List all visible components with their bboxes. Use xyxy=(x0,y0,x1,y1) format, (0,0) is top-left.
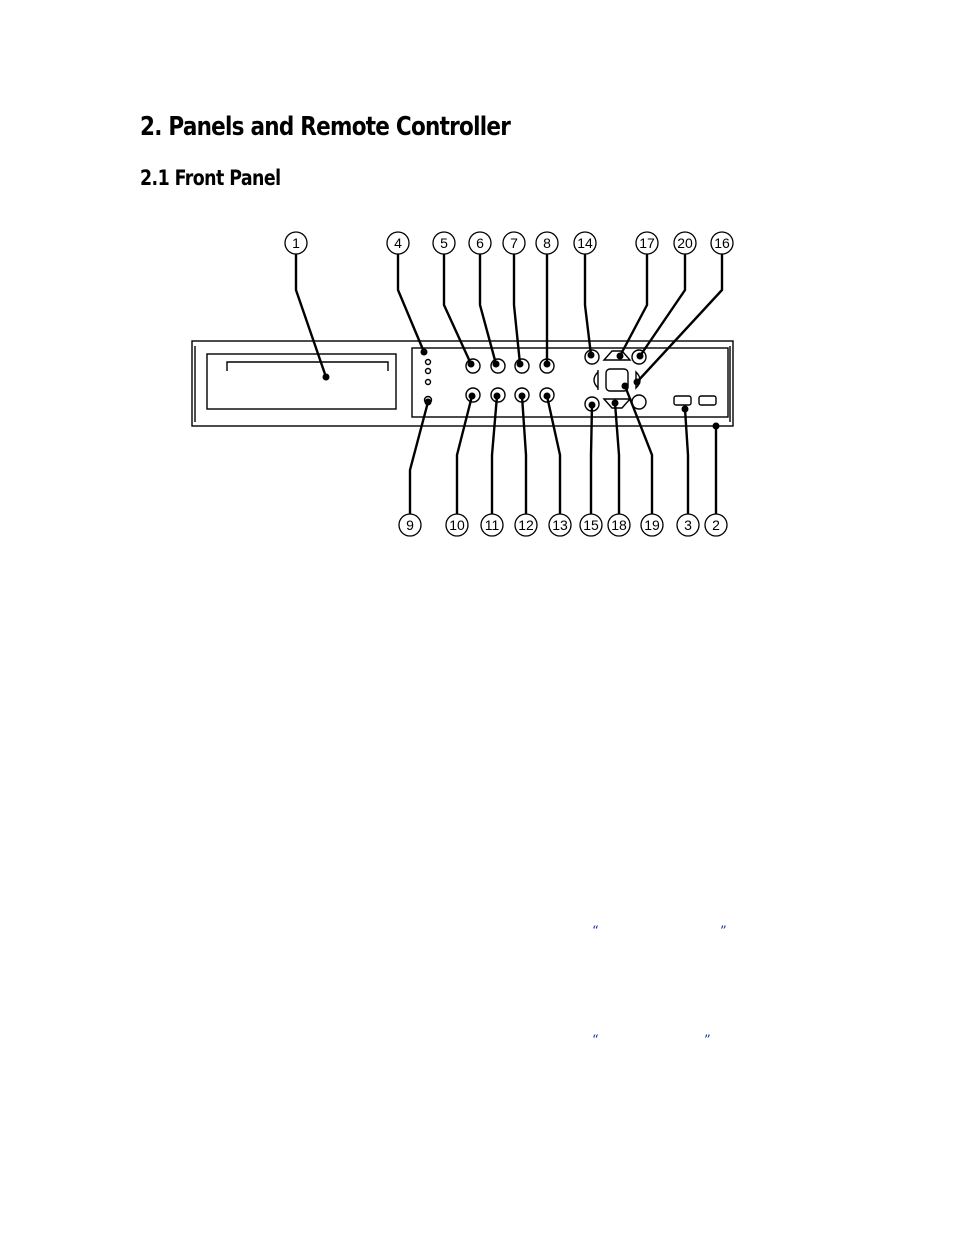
callout-label-top: 4 xyxy=(394,235,402,251)
open-quote: “ xyxy=(592,1033,599,1048)
callout-label-top: 6 xyxy=(476,235,484,251)
subsection-heading: 2.1 Front Panel xyxy=(140,166,281,190)
callout-label-bottom: 11 xyxy=(484,517,500,533)
callout-label-bottom: 19 xyxy=(644,517,660,533)
callout-label-top: 17 xyxy=(639,235,655,251)
callout-label-bottom: 2 xyxy=(712,517,720,533)
callout-label-top: 1 xyxy=(292,235,300,251)
usb-port xyxy=(699,396,716,405)
control-section xyxy=(412,348,728,417)
callout-label-bottom: 3 xyxy=(684,517,692,533)
usb-port xyxy=(674,396,691,405)
callout-label-top: 20 xyxy=(677,235,693,251)
callout-label-bottom: 13 xyxy=(552,517,568,533)
front-panel-diagram xyxy=(0,0,954,560)
callout-label-bottom: 12 xyxy=(518,517,534,533)
callout-label-top: 14 xyxy=(577,235,593,251)
close-quote: ” xyxy=(704,1033,711,1048)
callout-label-bottom: 18 xyxy=(611,517,627,533)
callout-label-bottom: 10 xyxy=(449,517,465,533)
callout-label-top: 5 xyxy=(440,235,448,251)
callout-label-bottom: 9 xyxy=(406,517,414,533)
callout-label-top: 8 xyxy=(543,235,551,251)
open-quote: “ xyxy=(592,924,599,939)
callout-label-top: 7 xyxy=(510,235,518,251)
close-quote: ” xyxy=(720,924,727,939)
section-heading: 2. Panels and Remote Controller xyxy=(140,112,511,142)
callout-label-top: 16 xyxy=(714,235,730,251)
callout-label-bottom: 15 xyxy=(583,517,599,533)
